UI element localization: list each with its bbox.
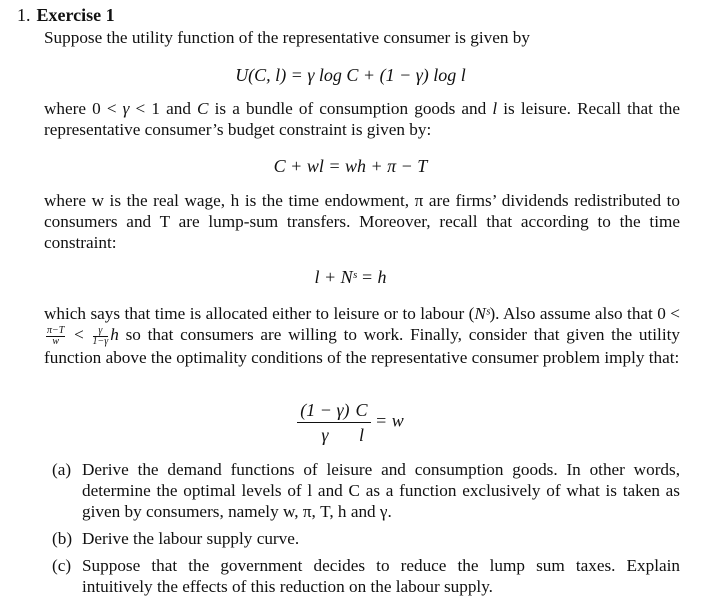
exercise-number: 1. <box>17 5 31 25</box>
text: is a bundle of consumption goods and <box>208 99 493 118</box>
utility-explanation-paragraph <box>44 98 680 140</box>
math: γ <box>122 99 130 118</box>
optimality-equation <box>0 398 701 447</box>
inline-fraction <box>46 326 65 347</box>
text: ). Also assume also that 0 < <box>489 304 680 323</box>
fraction-denominator: 1−γ <box>92 335 109 347</box>
text: is leisure. Recall that the representative consumer’s budget constraint is given by: <box>44 99 680 139</box>
budget-equation: C + wl = wh + π − T <box>273 156 428 176</box>
text: < 1 and <box>129 99 198 118</box>
fraction-numerator: C <box>353 398 371 423</box>
fraction-denominator: l <box>359 425 365 445</box>
text: so that consumers are willing to work. Finally, consider that given the utility function above the optimality conditions of the representative consumer problem imply that: <box>44 325 680 367</box>
inline-fraction <box>93 326 109 347</box>
assumption-paragraph <box>44 303 680 368</box>
fraction-numerator: (1 − γ) <box>297 398 352 423</box>
fraction-numerator: π−T <box>47 324 65 336</box>
text: where 0 < <box>44 99 123 118</box>
math: C <box>197 99 209 118</box>
question-label: (b) <box>52 529 73 548</box>
exercise-title: Exercise 1 <box>36 5 115 25</box>
question-text: Derive the labour supply curve. <box>82 529 300 548</box>
exercise-heading <box>17 5 115 26</box>
math: Nˢ <box>474 304 490 323</box>
question-text: Suppose that the government decides to reduce the lump sum taxes. Explain intuitively the effects of this reduction on the labour supply. <box>82 556 680 596</box>
budget-explanation-paragraph: where w is the real wage, h is the time endowment, π are firms’ dividends redistributed to consumers and T are lump-sum transfers. Moreover, recall that according to the time constraint: <box>44 191 680 252</box>
question-a <box>52 459 680 522</box>
text: < <box>67 325 91 344</box>
fraction-denominator: γ <box>321 425 329 445</box>
text: which says that time is allocated either to leisure or to labour ( <box>44 304 475 323</box>
utility-equation: U(C, l) = γ log C + (1 − γ) log l <box>235 65 466 85</box>
equation-rhs: = w <box>375 410 404 431</box>
fraction-denominator: w <box>52 335 59 347</box>
fraction <box>297 398 352 447</box>
question-text: Derive the demand functions of leisure and consumption goods. In other words, determine the optimal levels of l and C as a function exclusively of what is taken as given by consumers, namely w, π, T, h and γ. <box>82 460 680 521</box>
question-label: (c) <box>52 556 72 575</box>
question-label: (a) <box>52 460 72 479</box>
question-c <box>52 555 680 597</box>
intro-paragraph: Suppose the utility function of the representative consumer is given by <box>44 28 530 47</box>
math: h <box>110 325 119 344</box>
question-b <box>52 528 680 549</box>
time-constraint-equation: l + Nˢ = h <box>314 267 387 287</box>
fraction <box>353 398 371 447</box>
fraction-numerator: γ <box>93 326 109 337</box>
math: l <box>492 99 498 118</box>
